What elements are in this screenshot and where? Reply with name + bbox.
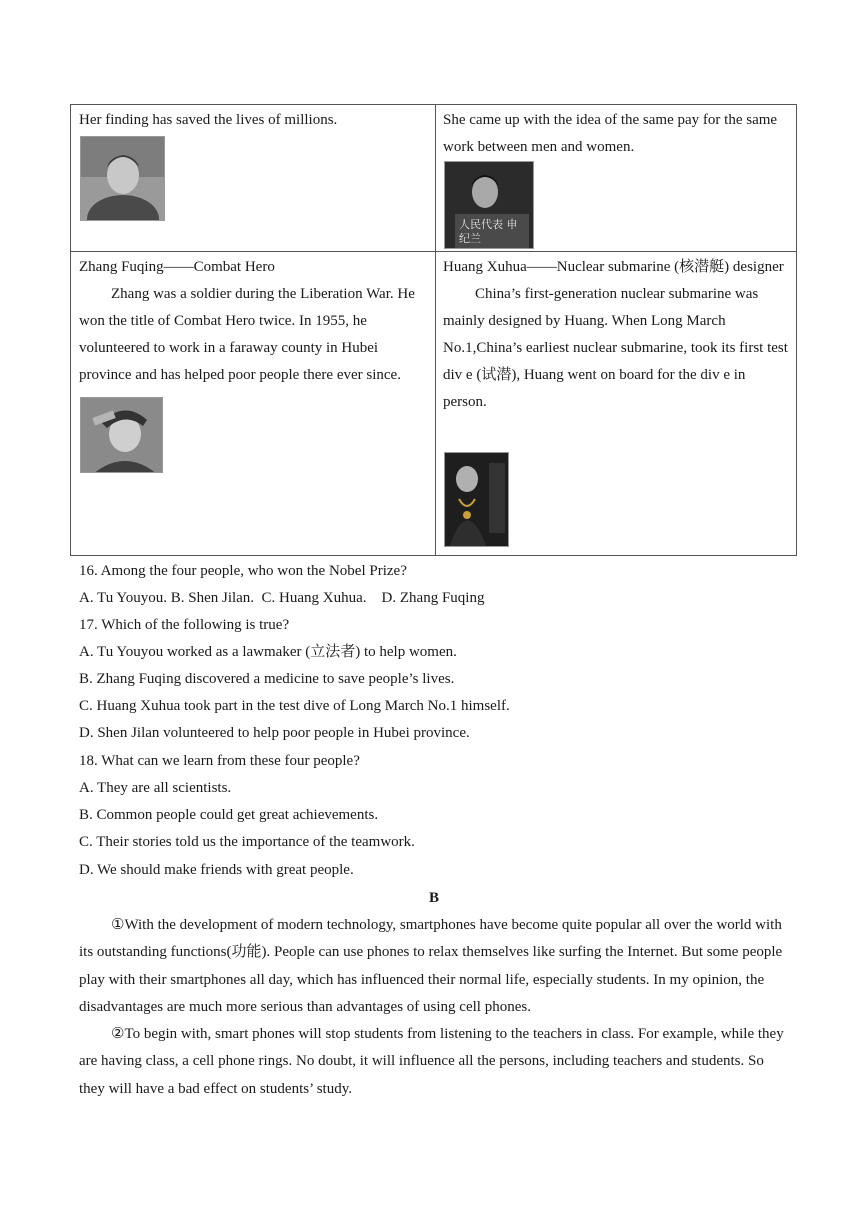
- shen-jilan-photo-sign: 人民代表 申纪兰: [459, 218, 518, 245]
- question-17-option-b: B. Zhang Fuqing discovered a medicine to save people’s lives.: [79, 671, 455, 687]
- question-17-option-c: C. Huang Xuhua took part in the test dive of Long March No.1 himself.: [79, 698, 510, 714]
- question-18: 18. What can we learn from these four people?: [79, 753, 360, 769]
- cell-shen-jilan: [443, 107, 791, 161]
- huang-heading: Huang Xuhua——Nuclear submarine (核潜艇) designer: [443, 259, 784, 275]
- question-18-option-a: A. They are all scientists.: [79, 780, 232, 796]
- question-18-option-b: B. Common people could get great achievements.: [79, 807, 379, 823]
- question-16-options: A. Tu Youyou. B. Shen Jilan. C. Huang Xuhua. D. Zhang Fuqing: [79, 590, 485, 606]
- hero-table: [70, 104, 797, 556]
- zhang-body: Zhang was a soldier during the Liberation War. He won the title of Combat Hero twice. In 1955, he volunteered to work in a faraway county in Hubei province and has helped poor people there ever since.: [79, 286, 415, 383]
- tu-youyou-text: Her finding has saved the lives of millions.: [79, 112, 338, 128]
- section-b-title: B: [428, 890, 439, 906]
- question-18-option-c: C. Their stories told us the importance of the teamwork.: [79, 834, 415, 850]
- question-16: 16. Among the four people, who won the Nobel Prize?: [79, 563, 407, 579]
- section-b-paragraph-1: ①With the development of modern technology, smartphones have become quite popular all over the world with its outstanding functions(功能). People can use phones to relax themselves like surfing the Internet. But some people play with their smartphones all day, which has influenced their normal life, especially students. In my opinion, the disadvantages are much more serious than advantages of using cell phones.: [79, 917, 783, 1015]
- cell-zhang-fuqing: [79, 254, 429, 389]
- question-17-option-d: D. Shen Jilan volunteered to help poor people in Hubei province.: [79, 725, 470, 741]
- huang-xuhua-photo: [444, 452, 509, 547]
- huang-body: China’s first-generation nuclear submarine was mainly designed by Huang. When Long March No.1,China’s earliest nuclear submarine, took its first test div e (试潜), Huang went on board for the div e in person.: [443, 286, 788, 410]
- table-divider-vertical: [435, 105, 436, 555]
- zhang-heading: Zhang Fuqing——Combat Hero: [79, 259, 275, 275]
- question-18-option-d: D. We should make friends with great people.: [79, 862, 354, 878]
- cell-tu-youyou: [79, 107, 429, 134]
- table-divider-horizontal: [71, 251, 796, 252]
- tu-youyou-photo: [80, 136, 165, 221]
- shen-jilan-photo: [444, 161, 534, 249]
- shen-jilan-text: She came up with the idea of the same pay for the same work between men and women.: [443, 112, 778, 155]
- section-b-paragraph-2: ②To begin with, smart phones will stop students from listening to the teachers in class. For example, while they are having class, a cell phone rings. No doubt, it will influence all the persons, including teachers and students. So they will have a bad effect on students’ study.: [79, 1026, 784, 1097]
- question-17: 17. Which of the following is true?: [79, 617, 290, 633]
- question-17-option-a: A. Tu Youyou worked as a lawmaker (立法者) to help women.: [79, 644, 457, 660]
- zhang-fuqing-photo: [80, 397, 163, 473]
- cell-huang-xuhua: [443, 254, 791, 416]
